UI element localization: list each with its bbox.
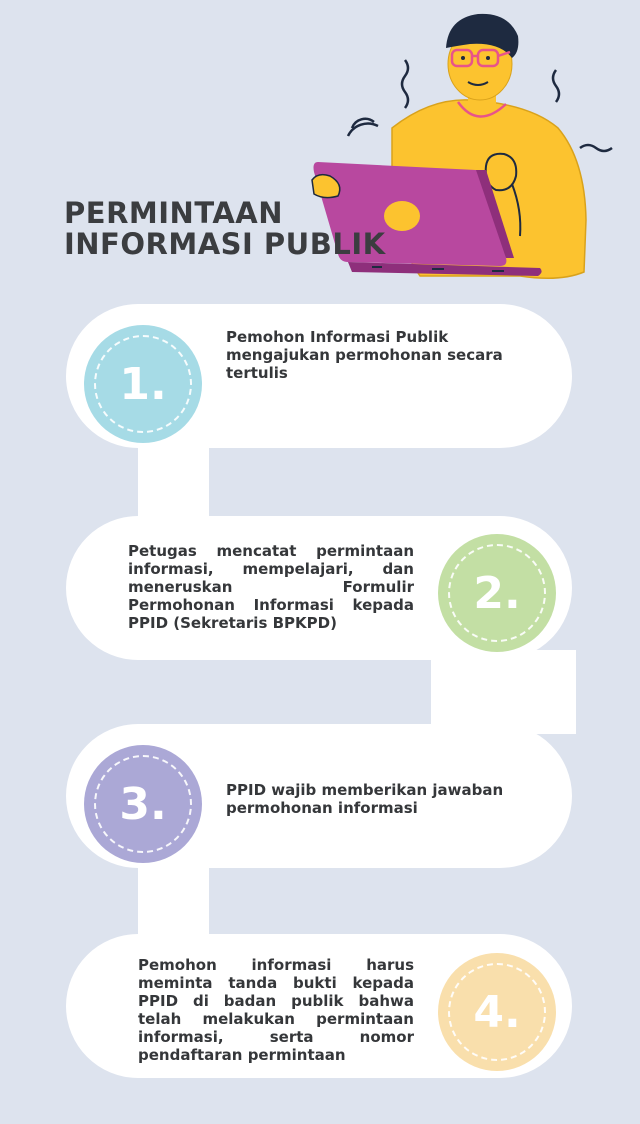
eye <box>486 56 490 60</box>
eye <box>461 56 465 60</box>
squiggle-icon <box>402 60 408 108</box>
title-line-1: PERMINTAAN <box>64 196 284 230</box>
title-line-2: INFORMASI PUBLIK <box>64 227 386 261</box>
step-4-number: 4. <box>473 986 521 1038</box>
squiggle-icon <box>553 70 559 102</box>
wave-icon <box>348 119 378 136</box>
step-2-badge <box>438 534 556 652</box>
path-connector <box>431 650 576 734</box>
step-1-number: 1. <box>119 358 167 410</box>
step-3-text: PPID wajib memberikan jawaban permohonan informasi <box>226 781 504 817</box>
step-3-badge <box>84 745 202 863</box>
step-2-text: Petugas mencatat permintaan informasi, mempelajari, dan meneruskan Formulir Permohonan Informasi kepada PPID (Sekretaris BPKPD) <box>128 542 414 632</box>
step-1-badge <box>84 325 202 443</box>
step-4-badge <box>438 953 556 1071</box>
step-2-number: 2. <box>473 567 521 619</box>
squiggle-icon <box>580 145 612 151</box>
step-3-number: 3. <box>119 778 167 830</box>
step-4-text: Pemohon informasi harus meminta tanda bukti kepada PPID di badan publik bahwa telah melakukan permintaan informasi, serta nomor pendaftaran permintaan <box>138 956 414 1064</box>
laptop-logo <box>384 201 420 231</box>
step-1-text: Pemohon Informasi Publik mengajukan permohonan secara tertulis <box>226 328 503 382</box>
page-title <box>64 198 386 260</box>
